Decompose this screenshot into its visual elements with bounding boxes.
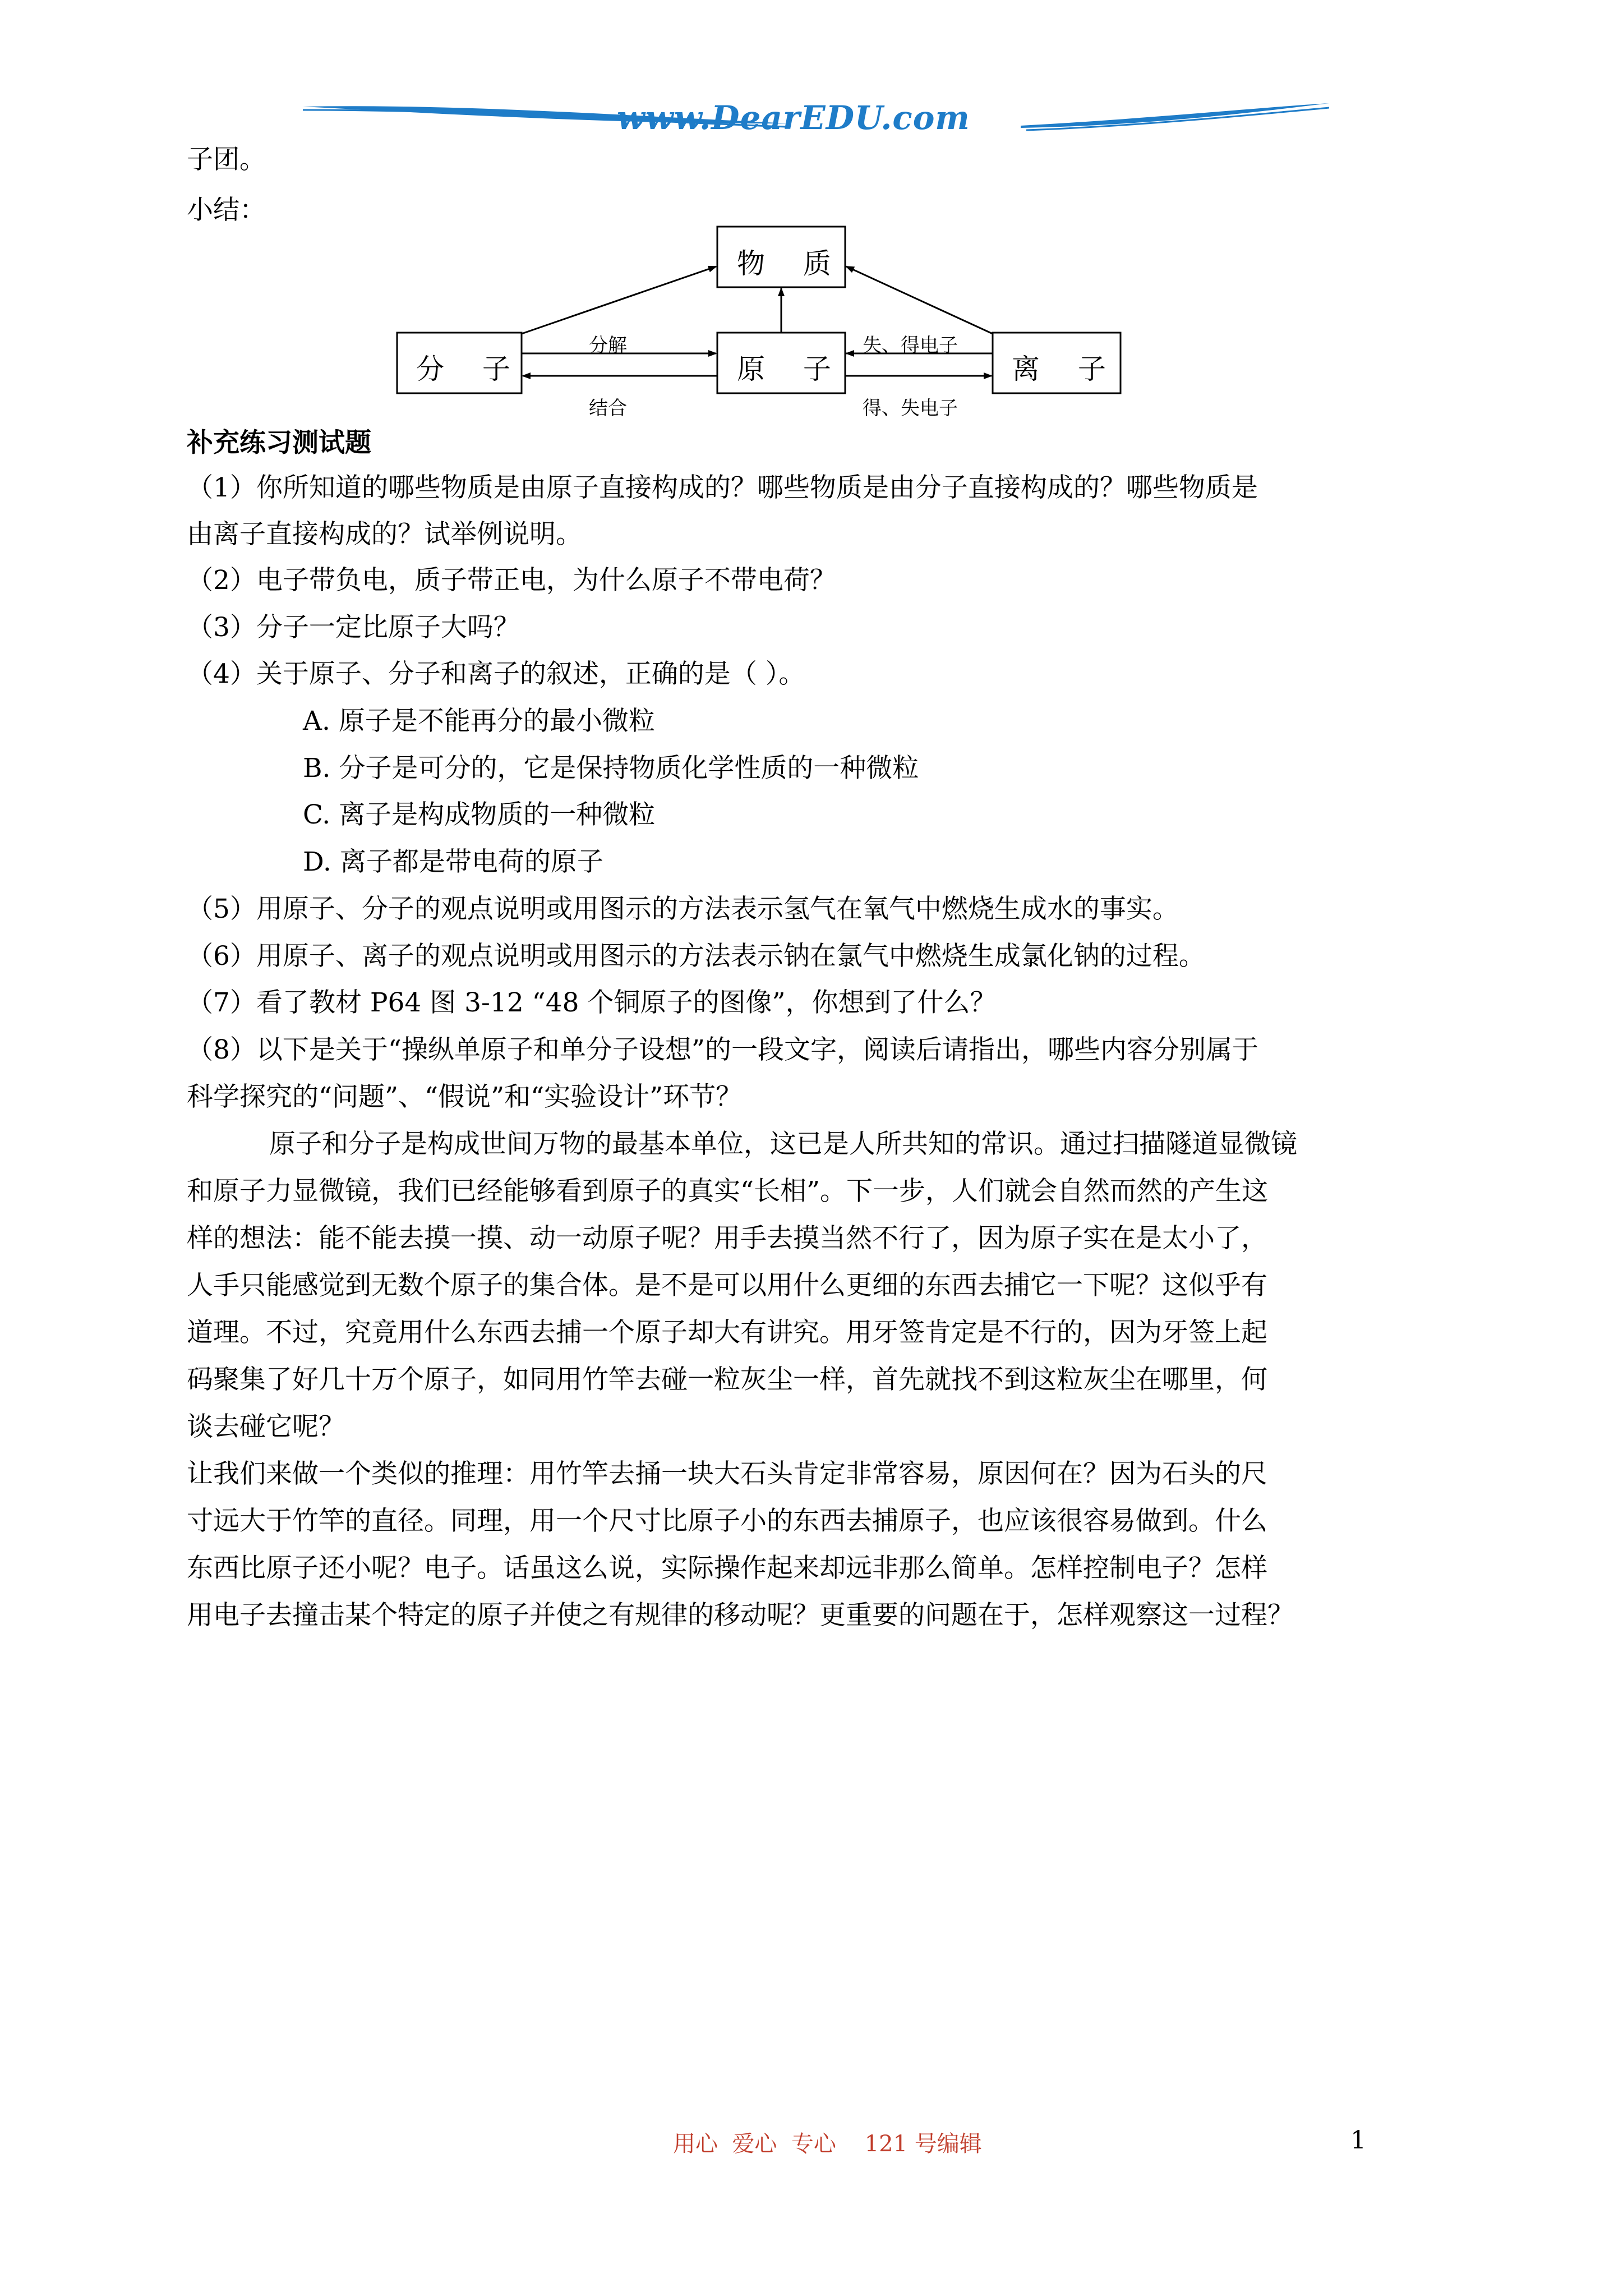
passage-line: 让我们来做一个类似的推理：用竹竿去捅一块大石头肯定非常容易，原因何在？因为石头的尺 xyxy=(187,1458,1267,1489)
passage-line: 原子和分子是构成世间万物的最基本单位，这已是人所共知的常识。通过扫描隧道显微镜 xyxy=(269,1129,1297,1159)
page-number: 1 xyxy=(1350,2126,1366,2155)
molecule-to-matter-arrow xyxy=(522,266,716,334)
ion-to-matter-arrow xyxy=(846,266,993,334)
question-line: （5）用原子、分子的观点说明或用图示的方法表示氢气在氧气中燃烧生成水的事实。 xyxy=(187,894,1179,924)
decompose-label: 分解 xyxy=(589,334,627,357)
intro-line: 子团。 xyxy=(187,144,266,175)
gain-lose-label: 得、失电子 xyxy=(863,397,958,420)
question-line: （2）电子带负电，质子带正电，为什么原子不带电荷？ xyxy=(187,565,836,596)
passage-line: 码聚集了好几十万个原子，如同用竹竿去碰一粒灰尘一样，首先就找不到这粒灰尘在哪里，何 xyxy=(187,1364,1267,1395)
section-title: 补充练习测试题 xyxy=(187,427,371,458)
option-line: C. 离子是构成物质的一种微粒 xyxy=(303,799,656,830)
question-line: （3）分子一定比原子大吗？ xyxy=(187,612,520,643)
passage-line: 谈去碰它呢？ xyxy=(187,1411,345,1442)
molecule-label: 分 子 xyxy=(416,353,525,385)
atom-label: 原 子 xyxy=(737,353,846,385)
question-line: 由离子直接构成的？试举例说明。 xyxy=(187,519,582,550)
option-line: B. 分子是可分的，它是保持物质化学性质的一种微粒 xyxy=(303,753,919,784)
question-line: （6）用原子、离子的观点说明或用图示的方法表示钠在氯气中燃烧生成氯化钠的过程。 xyxy=(187,941,1205,972)
question-line: （4）关于原子、分子和离子的叙述，正确的是（ ）。 xyxy=(187,659,805,689)
passage-line: 东西比原子还小呢？电子。话虽这么说，实际操作起来却远非那么简单。怎样控制电子？怎样 xyxy=(187,1553,1267,1584)
matter-label: 物 质 xyxy=(737,247,846,280)
question-line: （8）以下是关于“操纵单原子和单分子设想”的一段文字，阅读后请指出，哪些内容分别属于 xyxy=(187,1034,1258,1065)
passage-line: 道理。不过，究竟用什么东西去捕一个原子却大有讲究。用牙签肯定是不行的，因为牙签上起 xyxy=(187,1317,1267,1348)
passage-line: 寸远大于竹竿的直径。同理，用一个尺寸比原子小的东西去捕原子，也应该很容易做到。什么 xyxy=(187,1506,1267,1536)
passage-line: 样的想法：能不能去摸一摸、动一动原子呢？用手去摸当然不行了，因为原子实在是太小了， xyxy=(187,1223,1267,1254)
option-line: D. 离子都是带电荷的原子 xyxy=(303,846,603,877)
option-line: A. 原子是不能再分的最小微粒 xyxy=(303,706,655,737)
footer-text: 用心 爱心 专心 121 号编辑 xyxy=(673,2131,982,2157)
site-logo: www.DearEDU.com xyxy=(617,99,970,137)
passage-line: 和原子力显微镜，我们已经能够看到原子的真实“长相”。下一步，人们就会自然而然的产生这 xyxy=(187,1176,1269,1207)
combine-label: 结合 xyxy=(589,397,627,420)
question-line: （7）看了教材 P64 图 3-12 “48 个铜原子的图像”，你想到了什么？ xyxy=(187,987,997,1018)
ion-label: 离 子 xyxy=(1012,353,1121,385)
question-line: （1）你所知道的哪些物质是由原子直接构成的？哪些物质是由分子直接构成的？哪些物质是 xyxy=(187,472,1258,503)
question-line: 科学探究的“问题”、“假说”和“实验设计”环节？ xyxy=(187,1082,743,1112)
passage-line: 用电子去撞击某个特定的原子并使之有规律的移动呢？更重要的问题在于，怎样观察这一过程？ xyxy=(187,1600,1294,1631)
passage-line: 人手只能感觉到无数个原子的集合体。是不是可以用什么更细的东西去捕它一下呢？这似乎有 xyxy=(187,1270,1267,1301)
lose-gain-label: 失、得电子 xyxy=(863,334,958,357)
summary-label: 小结： xyxy=(187,195,266,226)
